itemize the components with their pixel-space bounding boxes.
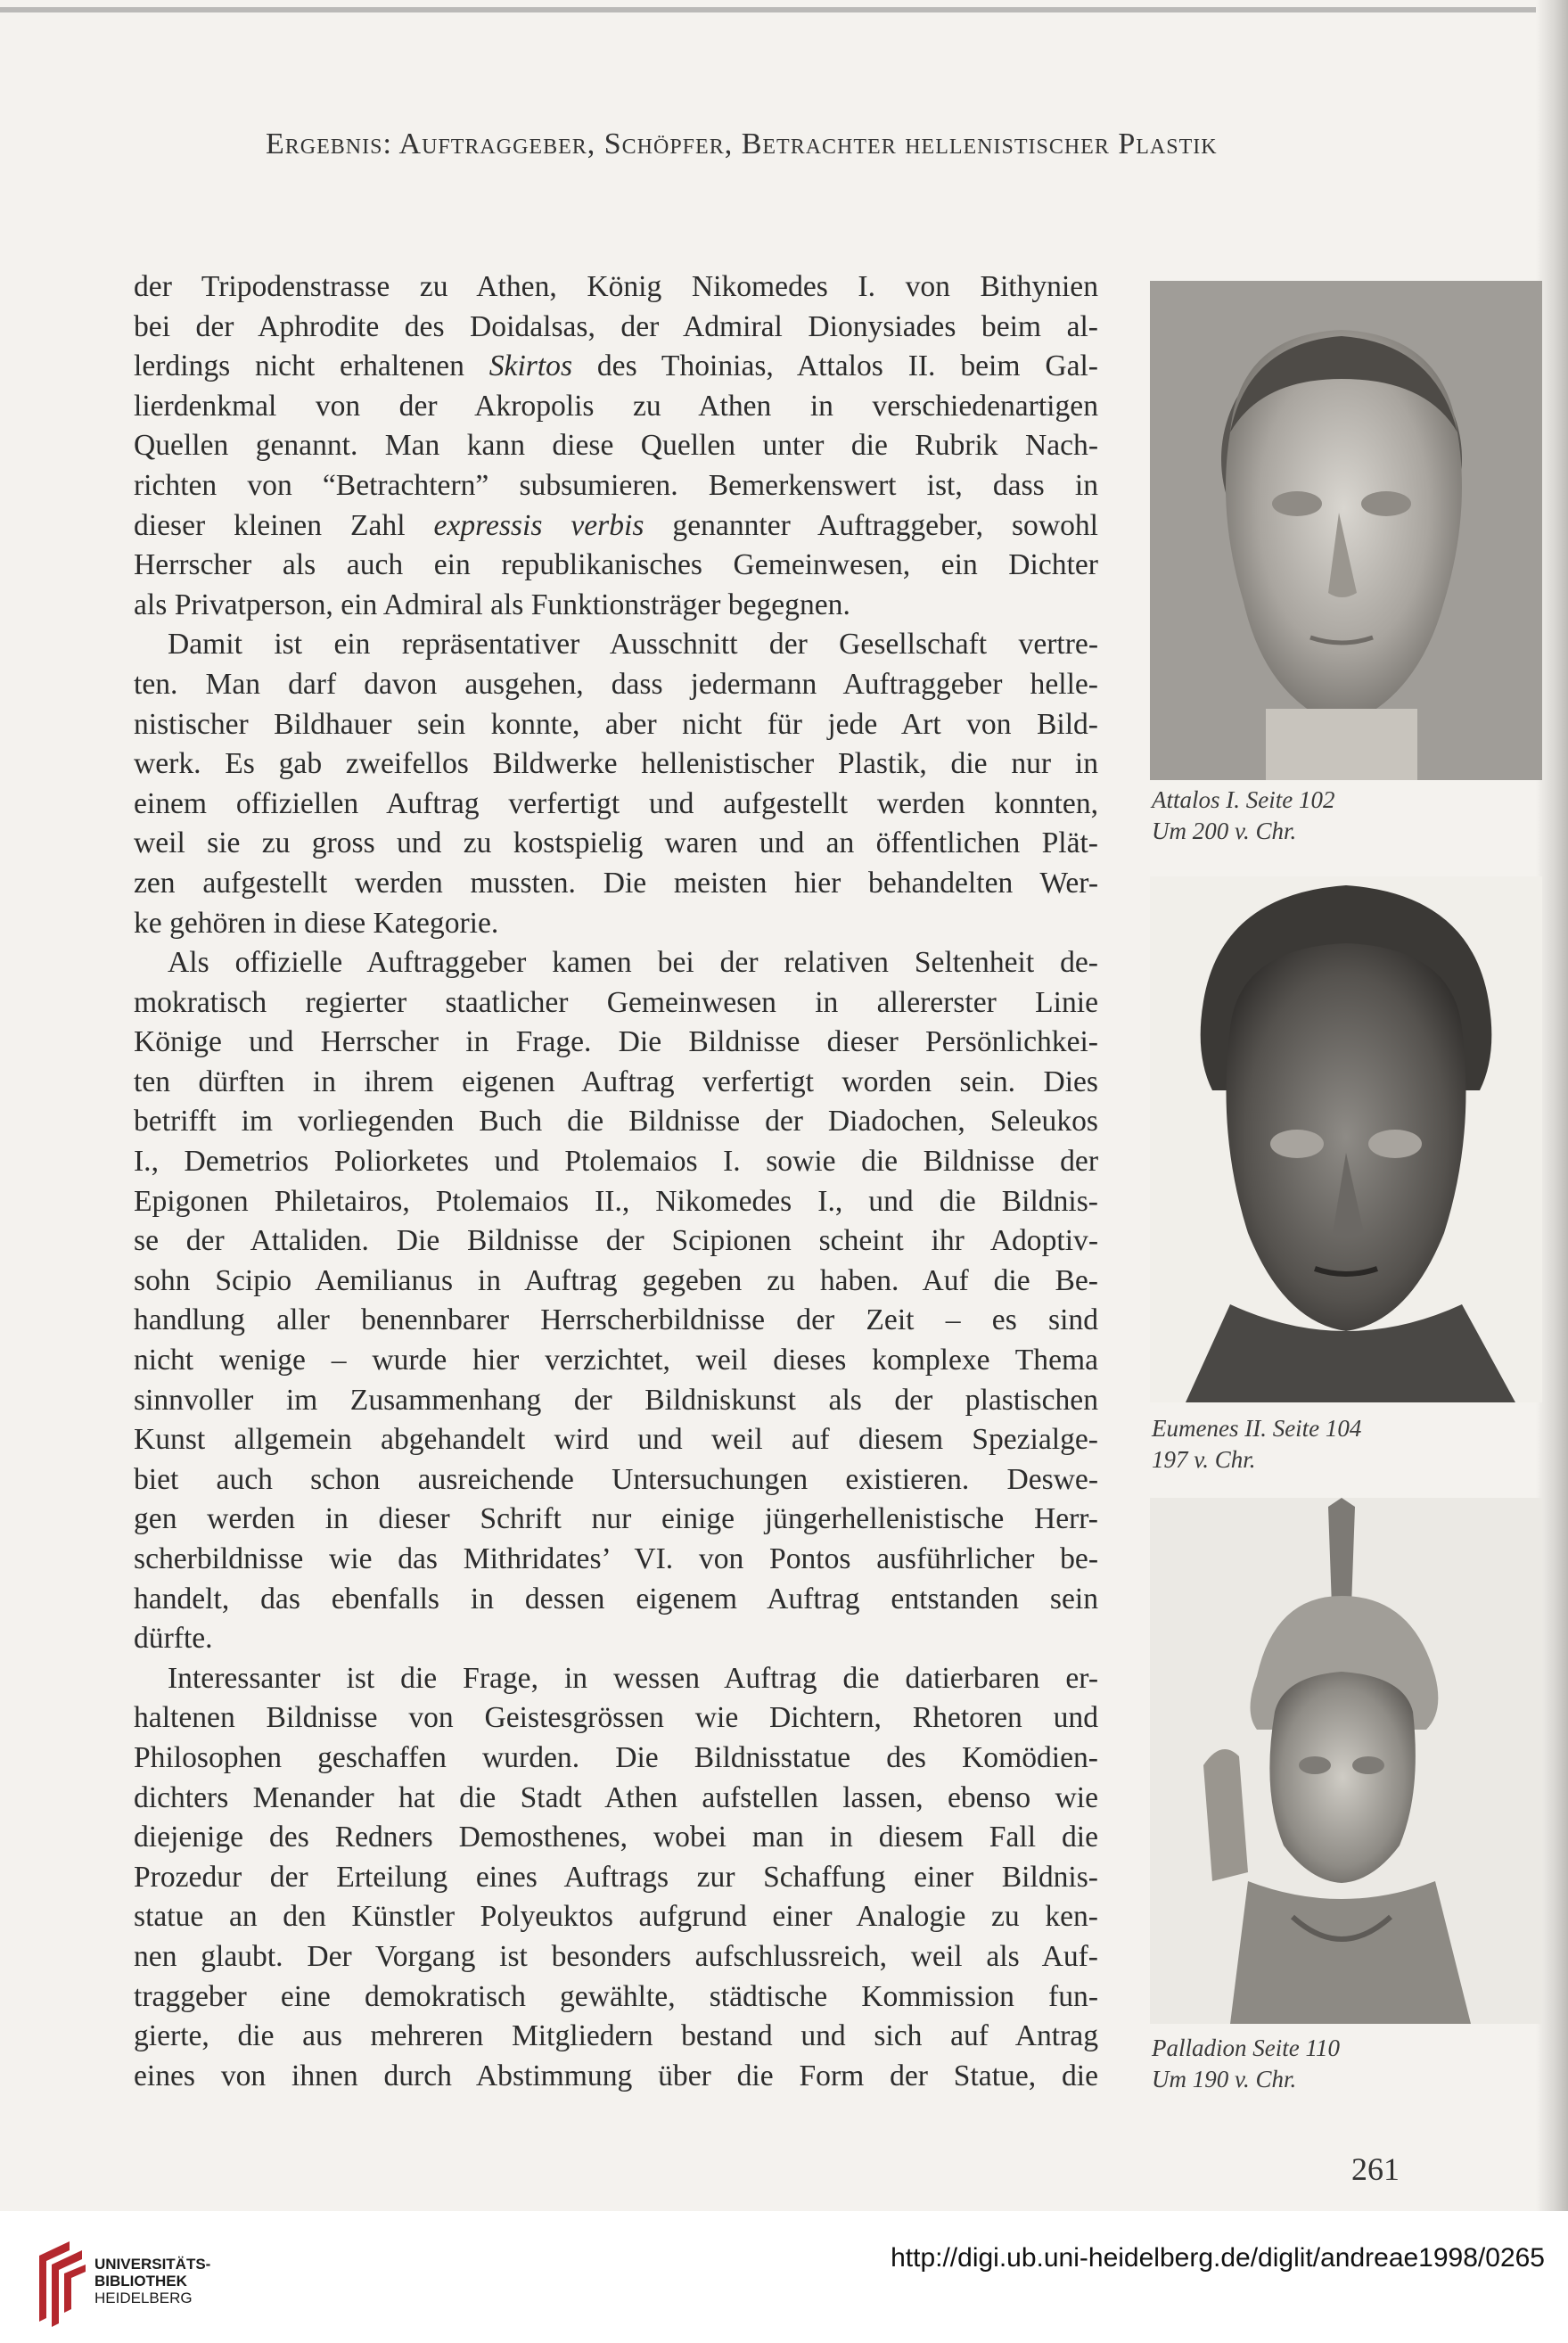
text-line: statue an den Künstler Polyeuktos aufgrund einer Analogie zu ken- (134, 1900, 1098, 1934)
text-line: Quellen genannt. Man kann diese Quellen unter die Rubrik Nach- (134, 429, 1098, 463)
text-line: traggeber eine demokratisch gewählte, städtische Kommission fun- (134, 1979, 1098, 2013)
text-line: Epigonen Philetairos, Ptolemaios II., Nikomedes I., und die Bildnis- (134, 1184, 1098, 1218)
library-line3: HEIDELBERG (94, 2290, 193, 2306)
text-line: handlung aller benennbarer Herrscherbildnisse der Zeit – es sind (134, 1303, 1098, 1337)
text-line: zen aufgestellt werden mussten. Die meisten hier behandelten Wer- (134, 866, 1098, 900)
library-logo-icon (34, 2238, 89, 2327)
text-line: einem offiziellen Auftrag verfertigt und aufgestellt werden konnten, (134, 786, 1098, 820)
text-line: diejenige des Redners Demosthenes, wobei man in diesem Fall die (134, 1821, 1098, 1854)
text-line: Kunst allgemein abgehandelt wird und weil auf diesem Spezialge- (134, 1423, 1098, 1457)
text-line: Damit ist ein repräsentativer Ausschnitt der Gesellschaft vertre- (168, 628, 1098, 662)
text-line: dichters Menander hat die Stadt Athen aufstellen lassen, ebenso wie (134, 1780, 1098, 1814)
top-rule (0, 7, 1542, 12)
text-line: lerdings nicht erhaltenen Skirtos des Thoinias, Attalos II. beim Gal- (134, 349, 1098, 383)
text-line: eines von ihnen durch Abstimmung über die Form der Statue, die (134, 2059, 1098, 2092)
text-line: gen werden in dieser Schrift nur einige jüngerhellenistische Herr- (134, 1502, 1098, 1536)
text-line: Interessanter ist die Frage, in wessen Auftrag die datierbaren er- (168, 1661, 1098, 1695)
footer-bar (0, 2211, 1568, 2343)
text-line: sohn Scipio Aemilianus in Auftrag gegeben zu haben. Auf die Be- (134, 1263, 1098, 1297)
text-line: weil sie zu gross und zu kostspielig waren und an öffentlichen Plät- (134, 826, 1098, 860)
text-line: ten dürften in ihrem eigenen Auftrag verfertigt worden sein. Dies (134, 1065, 1098, 1098)
text-line: haltenen Bildnisse von Geistesgrössen wie Dichtern, Rhetoren und (134, 1701, 1098, 1735)
library-line2: BIBLIOTHEK (94, 2273, 187, 2290)
text-line: handelt, das ebenfalls in dessen eigenem Auftrag entstanden sein (134, 1582, 1098, 1615)
text-line: nicht wenige – wurde hier verzichtet, weil dieses komplexe Thema (134, 1344, 1098, 1377)
library-name (94, 2256, 210, 2306)
text-line: biet auch schon ausreichende Untersuchungen existieren. Deswe- (134, 1462, 1098, 1496)
caption-date: Um 200 v. Chr. (1152, 818, 1297, 844)
text-line: sinnvoller im Zusammenhang der Bildniskunst als der plastischen (134, 1383, 1098, 1417)
figure-attalos-caption (1152, 785, 1526, 847)
text-line: gierte, die aus mehreren Mitgliedern bestand und sich auf Antrag (134, 2019, 1098, 2053)
caption-date: Um 190 v. Chr. (1152, 2066, 1297, 2092)
text-line: als Privatperson, ein Admiral als Funktionsträger begegnen. (134, 588, 850, 621)
text-line: werk. Es gab zweifellos Bildwerke hellenistischer Plastik, die nur in (134, 747, 1098, 781)
figure-attalos-photo (1150, 281, 1542, 780)
text-line: I., Demetrios Poliorketes und Ptolemaios I. sowie die Bildnisse der (134, 1145, 1098, 1179)
library-line1: UNIVERSITÄTS- (94, 2256, 211, 2273)
running-head: Ergebnis: Auftraggeber, Schöpfer, Betrachter hellenistischer Plastik (266, 127, 1218, 160)
page-number: 261 (1351, 2151, 1400, 2187)
body-text (134, 267, 1098, 2096)
text-line: betrifft im vorliegenden Buch die Bildnisse der Diadochen, Seleukos (134, 1105, 1098, 1139)
text-line: scherbildnisse wie das Mithridates’ VI. von Pontos ausführlicher be- (134, 1542, 1098, 1575)
text-line: der Tripodenstrasse zu Athen, König Nikomedes I. von Bithynien (134, 270, 1098, 303)
text-line: Philosophen geschaffen wurden. Die Bildnisstatue des Komödien- (134, 1740, 1098, 1774)
text-line: richten von “Betrachtern” subsumieren. Bemerkenswert ist, dass in (134, 468, 1098, 502)
caption-title: Attalos I. Seite 102 (1152, 786, 1335, 813)
text-line: ke gehören in diese Kategorie. (134, 906, 499, 940)
text-line: dieser kleinen Zahl expressis verbis genannter Auftraggeber, sowohl (134, 508, 1098, 542)
text-line: Als offizielle Auftraggeber kamen bei der relativen Seltenheit de- (168, 946, 1098, 980)
text-line: Könige und Herrscher in Frage. Die Bildnisse dieser Persönlichkei- (134, 1025, 1098, 1059)
text-line: lierdenkmal von der Akropolis zu Athen in verschiedenartigen (134, 389, 1098, 423)
figure-eumenes-caption (1152, 1413, 1526, 1476)
figure-eumenes-photo (1150, 876, 1542, 1402)
caption-title: Palladion Seite 110 (1152, 2035, 1340, 2061)
figure-palladion-photo (1150, 1498, 1542, 2024)
text-line: nistischer Bildhauer sein konnte, aber nicht für jede Art von Bild- (134, 707, 1098, 741)
figure-palladion-caption (1152, 2033, 1526, 2095)
text-line: nen glaubt. Der Vorgang ist besonders aufschlussreich, weil als Auf- (134, 1939, 1098, 1973)
text-line: bei der Aphrodite des Doidalsas, der Admiral Dionysiades beim al- (134, 309, 1098, 343)
text-line: Herrscher als auch ein republikanisches Gemeinwesen, ein Dichter (134, 548, 1098, 582)
text-line: ten. Man darf davon ausgehen, dass jedermann Auftraggeber helle- (134, 667, 1098, 701)
caption-date: 197 v. Chr. (1152, 1446, 1256, 1473)
text-line: dürfte. (134, 1622, 213, 1656)
text-line: mokratisch regierter staatlicher Gemeinwesen in allererster Linie (134, 985, 1098, 1019)
permalink-url[interactable]: http://digi.ub.uni-heidelberg.de/diglit/andreae1998/0265 (891, 2243, 1545, 2273)
caption-title: Eumenes II. Seite 104 (1152, 1415, 1362, 1442)
text-line: se der Attaliden. Die Bildnisse der Scipionen scheint ihr Adoptiv- (134, 1224, 1098, 1258)
text-line: Prozedur der Erteilung eines Auftrags zur Schaffung einer Bildnis- (134, 1860, 1098, 1894)
